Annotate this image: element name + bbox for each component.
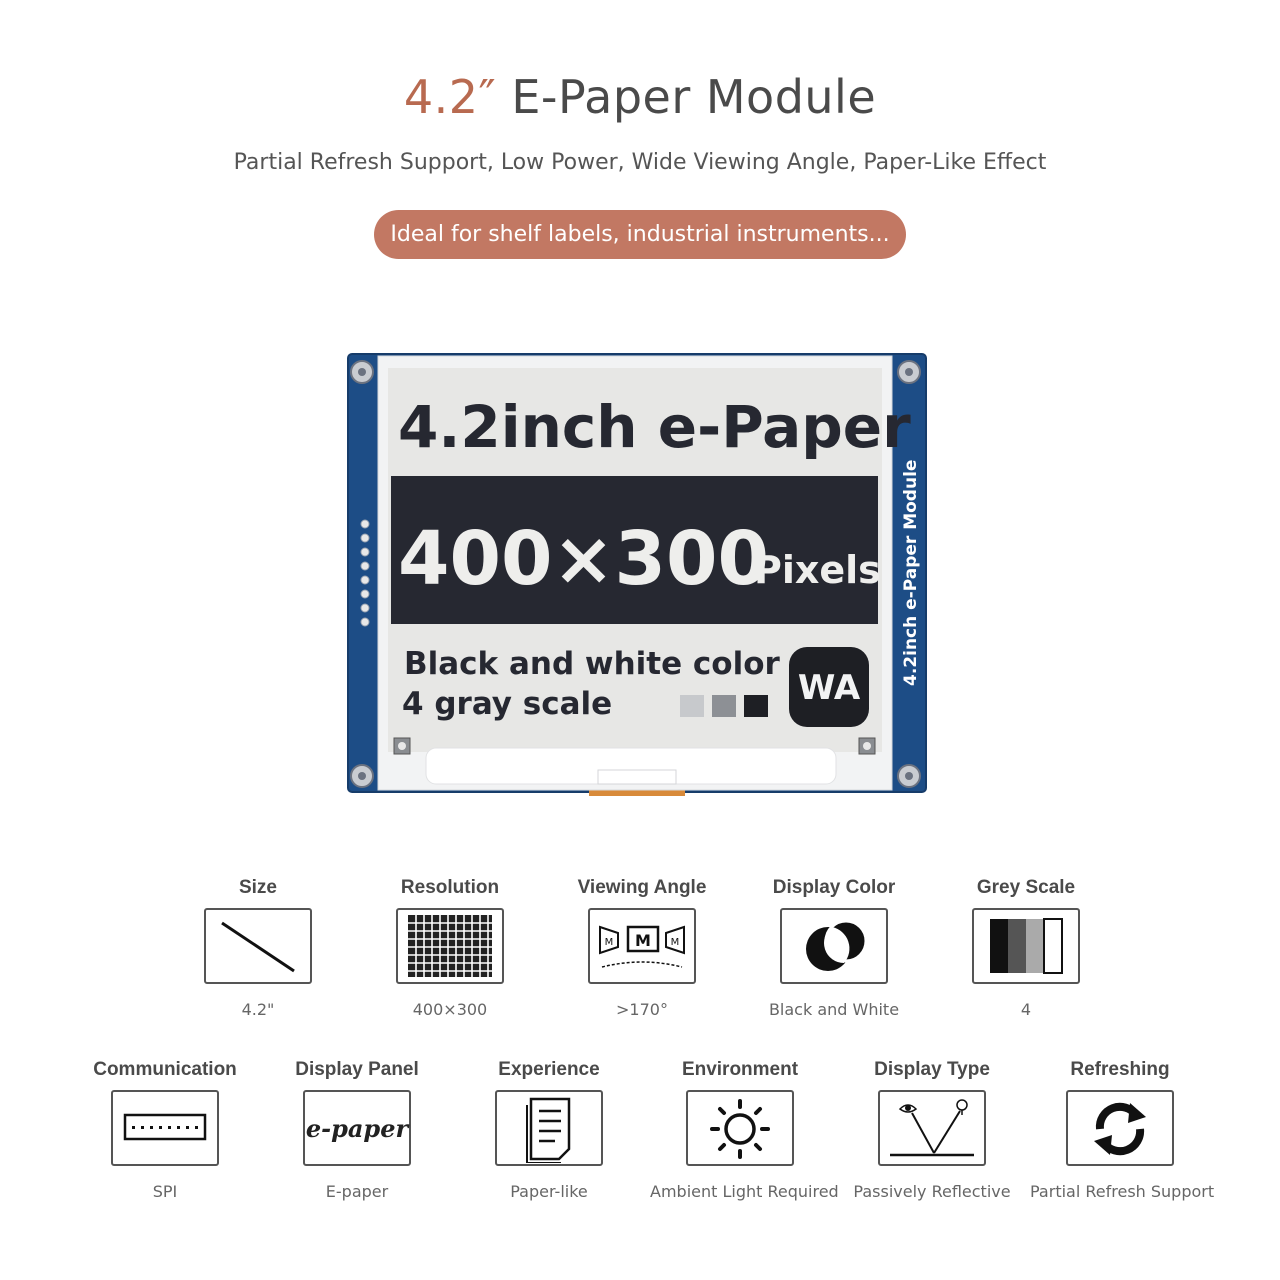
svg-text:M: M — [604, 937, 614, 948]
screen-pixels: Pixels — [754, 548, 881, 592]
spec-value: 4 — [1020, 1000, 1032, 1019]
screen-title: 4.2inch e-Paper — [398, 393, 911, 461]
epaper-board — [346, 352, 928, 798]
e-paper-text-icon — [303, 1090, 411, 1166]
reflection-icon — [878, 1090, 986, 1166]
spec-value: Paper-like — [510, 1182, 588, 1201]
use-case-pill: Ideal for shelf labels, industrial instruments... — [374, 210, 906, 259]
spec-size — [168, 874, 348, 1019]
title-text: E-Paper Module — [511, 70, 877, 124]
spec-value: E-paper — [325, 1182, 389, 1201]
screen-line1: Black and white color — [404, 646, 780, 682]
spec-label: Size — [238, 877, 278, 898]
screen-line2: 4 gray scale — [402, 686, 613, 722]
spec-communication — [75, 1056, 255, 1201]
product-image — [346, 352, 928, 802]
spec-resolution — [360, 874, 540, 1019]
spec-label: Communication — [93, 1059, 237, 1080]
spec-label: Viewing Angle — [577, 877, 707, 898]
spec-label: Grey Scale — [976, 877, 1076, 898]
spec-viewing-angle — [552, 874, 732, 1019]
screen-resolution: 400×300 — [398, 516, 769, 602]
spec-value: Partial Refresh Support — [1030, 1182, 1215, 1201]
spec-value: Ambient Light Required — [650, 1182, 839, 1201]
document-icon — [495, 1090, 603, 1166]
spec-value: 4.2" — [241, 1000, 275, 1019]
page-title — [0, 70, 1280, 124]
svg-text:M: M — [635, 931, 651, 950]
title-size: 4.2″ — [403, 70, 497, 124]
spec-refreshing — [1030, 1056, 1215, 1201]
spec-experience — [459, 1056, 639, 1201]
diagonal-line-icon — [204, 908, 312, 984]
spec-label: Experience — [498, 1059, 600, 1080]
pixel-grid-icon — [396, 908, 504, 984]
grey-scale-bars-icon — [972, 908, 1080, 984]
svg-text:WA: WA — [797, 668, 861, 708]
spec-value: Passively Reflective — [853, 1182, 1011, 1201]
spec-label: Refreshing — [1070, 1059, 1170, 1080]
spec-grey-scale — [936, 874, 1116, 1019]
viewing-angle-icon — [588, 908, 696, 984]
spec-label: Resolution — [400, 877, 500, 898]
connector-icon — [111, 1090, 219, 1166]
spec-environment — [650, 1056, 839, 1201]
sun-icon — [686, 1090, 794, 1166]
spec-display-color — [744, 874, 924, 1019]
subtitle: Partial Refresh Support, Low Power, Wide Viewing Angle, Paper-Like Effect — [233, 150, 1047, 175]
spec-label: Display Panel — [295, 1059, 419, 1080]
spec-label: Display Type — [874, 1059, 990, 1080]
side-label: 4.2inch e-Paper Module — [901, 459, 921, 686]
refresh-icon — [1066, 1090, 1174, 1166]
spec-value: SPI — [152, 1182, 178, 1201]
spec-value: >170° — [616, 1000, 668, 1019]
spec-value: 400×300 — [412, 1000, 488, 1019]
spec-display-type — [842, 1056, 1022, 1201]
spec-label: Display Color — [772, 877, 896, 898]
spec-value: Black and White — [768, 1000, 900, 1019]
spec-display-panel — [267, 1056, 447, 1201]
overlapping-circles-icon — [780, 908, 888, 984]
spec-label: Environment — [681, 1059, 799, 1080]
e-paper-icon-text: e-paper — [305, 1113, 409, 1143]
svg-text:M: M — [670, 937, 680, 948]
